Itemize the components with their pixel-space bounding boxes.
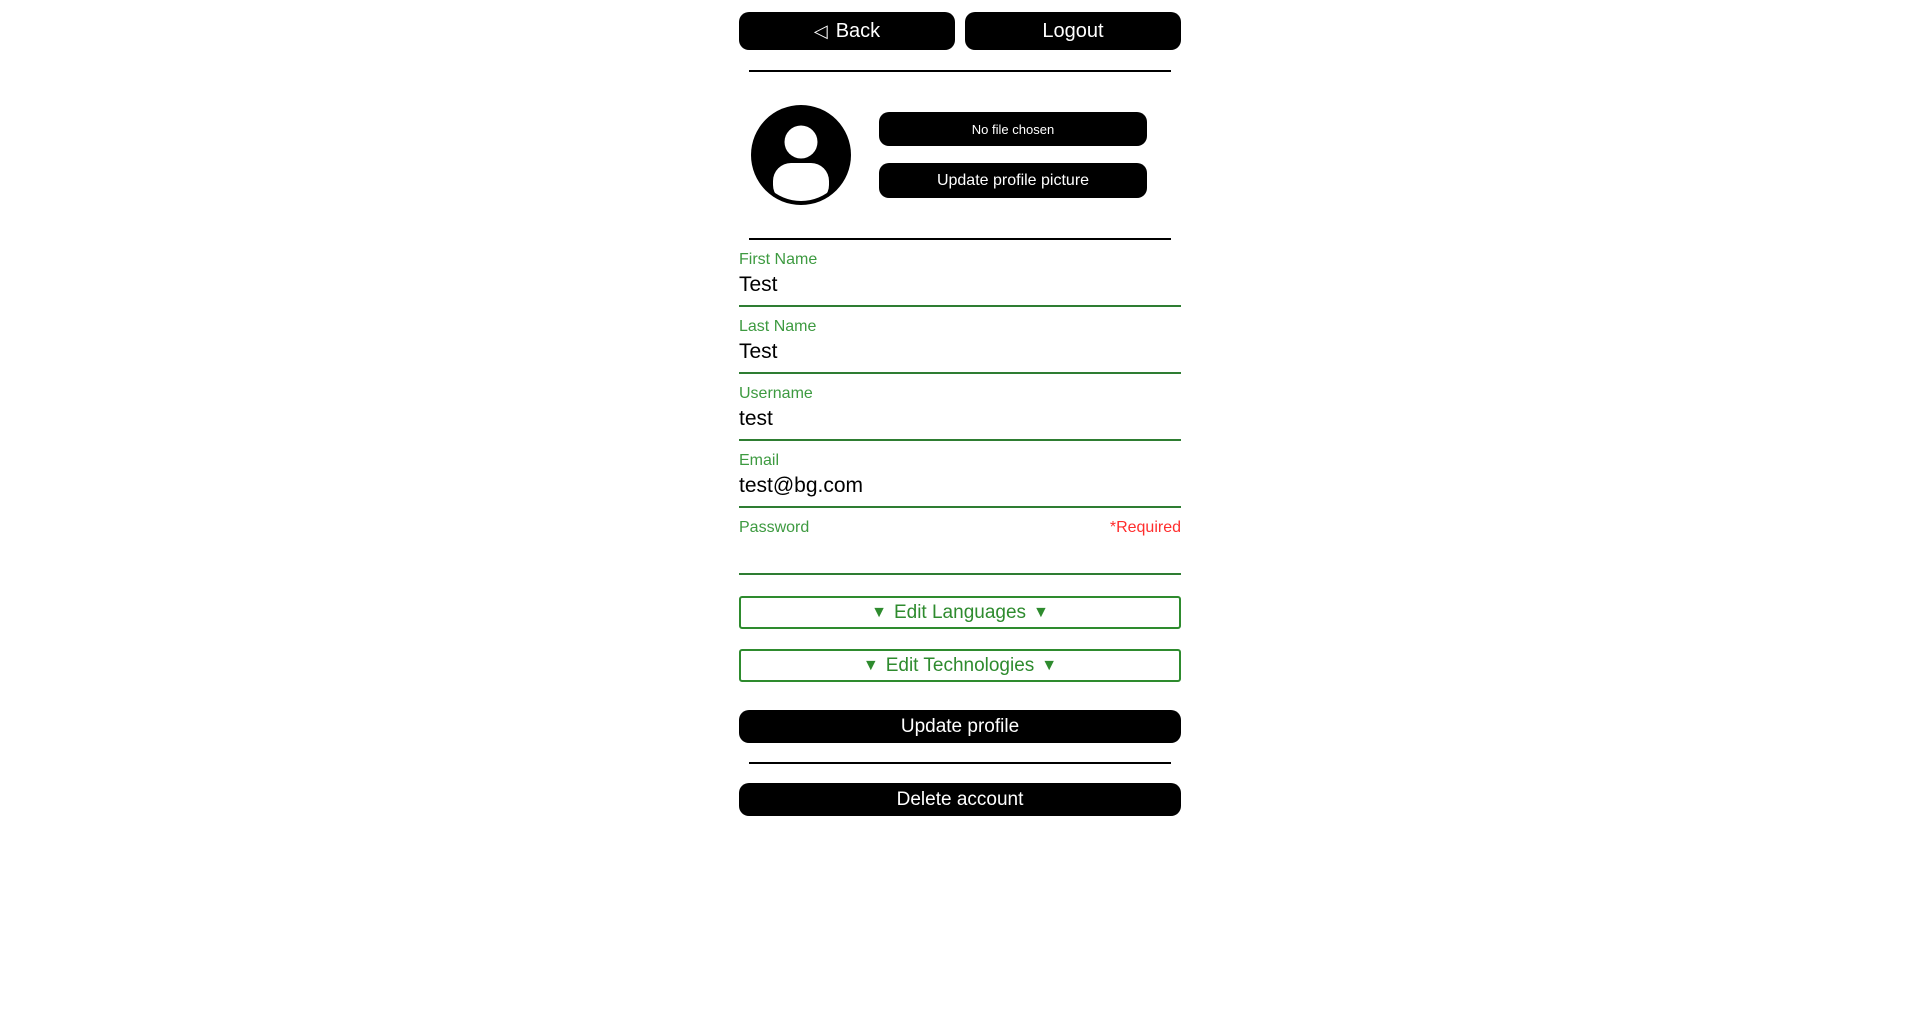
email-input[interactable]: [739, 470, 1181, 508]
username-label: Username: [739, 385, 813, 402]
choose-file-button[interactable]: [879, 112, 1147, 146]
first-name-label: First Name: [739, 251, 818, 268]
edit-technologies-label: Edit Technologies: [885, 654, 1035, 676]
back-button-label: Back: [835, 19, 881, 42]
update-profile-picture-button[interactable]: [879, 163, 1147, 198]
separator: [749, 70, 1171, 72]
first-name-input[interactable]: [739, 269, 1181, 307]
update-profile-button[interactable]: [739, 710, 1181, 743]
profile-picture-section: [739, 105, 1181, 205]
password-label: Password: [739, 519, 810, 536]
username-input[interactable]: [739, 403, 1181, 441]
profile-page: [739, 0, 1181, 816]
password-field: [739, 519, 1181, 575]
update-picture-label: Update profile picture: [936, 171, 1090, 189]
edit-technologies-button[interactable]: [739, 649, 1181, 682]
logout-button[interactable]: [965, 12, 1181, 50]
last-name-input[interactable]: [739, 336, 1181, 374]
edit-languages-button[interactable]: [739, 596, 1181, 629]
top-button-row: [739, 12, 1181, 50]
chevron-down-icon: ▼: [862, 656, 879, 674]
delete-account-button[interactable]: [739, 783, 1181, 816]
email-label: Email: [739, 452, 780, 469]
password-required-note: *Required: [1109, 519, 1181, 536]
picture-buttons: [879, 112, 1147, 198]
chevron-down-icon: ▼: [1041, 656, 1058, 674]
update-profile-label: Update profile: [900, 715, 1020, 737]
email-field: [739, 452, 1181, 508]
last-name-field: [739, 318, 1181, 374]
password-input[interactable]: [739, 537, 1181, 575]
edit-languages-label: Edit Languages: [893, 601, 1027, 623]
separator: [749, 762, 1171, 764]
logout-button-label: Logout: [1042, 19, 1104, 42]
separator: [749, 238, 1171, 240]
chevron-down-icon: ▼: [1033, 603, 1049, 621]
last-name-label: Last Name: [739, 318, 817, 335]
back-button[interactable]: [739, 12, 955, 50]
chevron-down-icon: ▼: [871, 603, 887, 621]
profile-form: [739, 251, 1181, 743]
file-status-label: No file chosen: [971, 121, 1055, 137]
username-field: [739, 385, 1181, 441]
account-circle-icon: [751, 105, 851, 205]
delete-account-label: Delete account: [896, 788, 1024, 810]
first-name-field: [739, 251, 1181, 307]
back-arrow-icon: ◁: [813, 21, 828, 41]
